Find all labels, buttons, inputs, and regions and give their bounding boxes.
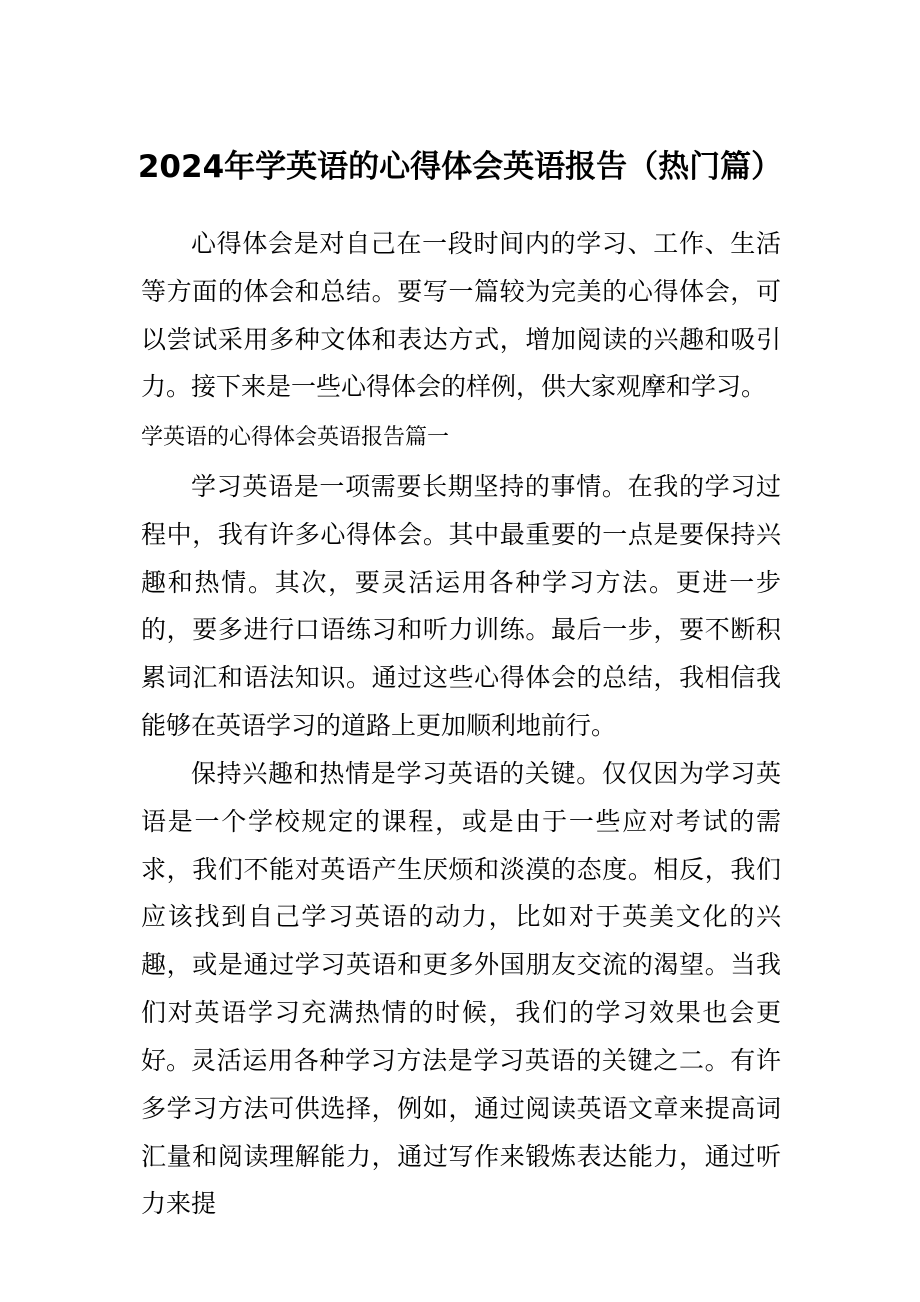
intro-paragraph-block [141,220,781,411]
section-heading: 学英语的心得体会英语报告篇一 [141,425,450,450]
body-paragraph: 保持兴趣和热情是学习英语的关键。仅仅因为学习英语是一个学校规定的课程，或是由于一些应对考试的需求，我们不能对英语产生厌烦和淡漠的态度。相反，我们应该找到自己学习英语的动力，比如对于英美文化的兴趣，或是通过学习英语和更多外国朋友交流的渴望。当我们对英语学习充满热情的时候，我们的学习效果也会更好。 [141,759,781,1075]
paragraph-block-3 [141,1037,781,1228]
body-paragraph: 灵活运用各种学习方法是学习英语的关键之二。有许多学习方法可供选择，例如，通过阅读英语文章来提高词汇量和阅读理解能力，通过写作来锻炼表达能力，通过听力来提 [141,1046,781,1219]
paragraph-block-2 [141,750,781,1085]
body-paragraph: 学习英语是一项需要长期坚持的事情。在我的学习过程中，我有许多心得体会。其中最重要的一点是要保持兴趣和热情。其次，要灵活运用各种学习方法。更进一步的，要多进行口语练习和听力训练。最后一步，要不断积累词汇和语法知识。通过这些心得体会的总结，我相信我能够在英语学习的道路上更加顺利地前行。 [141,472,781,740]
section-heading-block [141,415,781,461]
page-title: 2024年学英语的心得体会英语报告（热门篇） [137,149,783,185]
paragraph-block-1 [141,463,781,750]
intro-paragraph: 心得体会是对自己在一段时间内的学习、工作、生活等方面的体会和总结。要写一篇较为完美的心得体会，可以尝试采用多种文体和表达方式，增加阅读的兴趣和吸引力。接下来是一些心得体会的样例，供大家观摩和学习。 [141,229,781,402]
